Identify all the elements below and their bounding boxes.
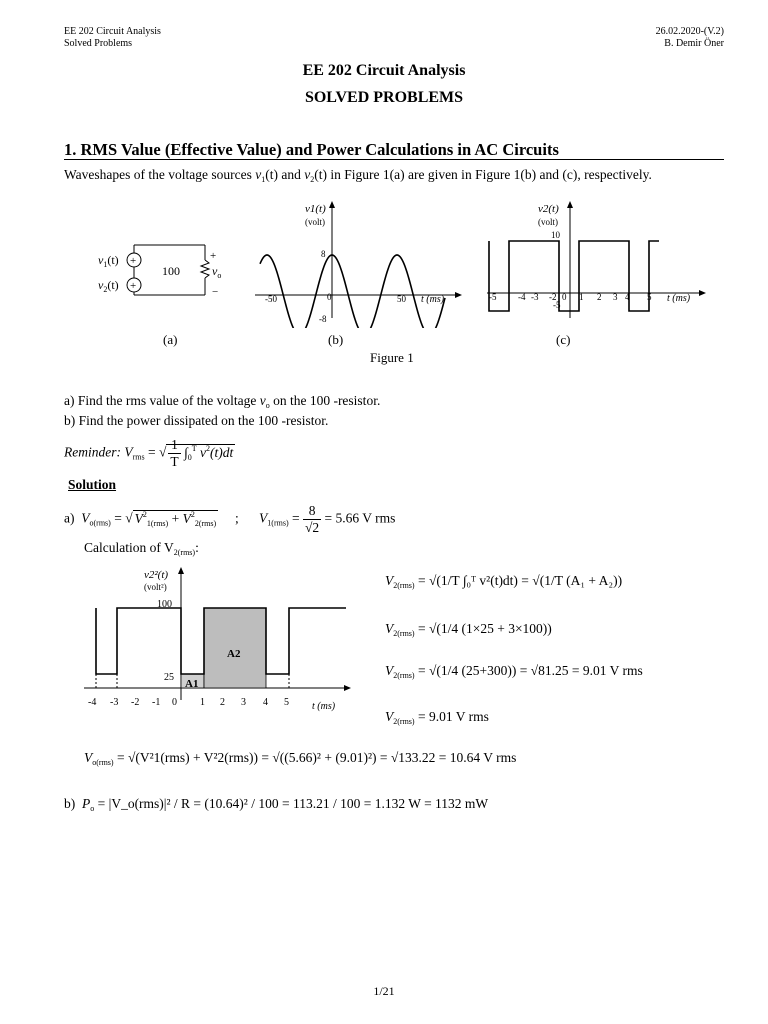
square-xtick: -2 <box>549 292 557 302</box>
square-xtick: -5 <box>489 292 497 302</box>
squared-xtick: 5 <box>284 697 289 708</box>
reminder-formula: Reminder: $V_{rms}$ = √ $\frac{1}{T}$ $\int_0^T$ $v^2(t)dt$ <box>64 437 234 469</box>
page-title: EE 202 Circuit Analysis <box>302 62 466 79</box>
squared-xtick: -1 <box>152 697 161 708</box>
square-top-label: 10 <box>551 230 560 240</box>
v2-line-2: $V_{2(rms)} = √(1/4$ (1×25 + 3×100)) <box>385 621 552 638</box>
area-a2-label: A2 <box>227 648 241 660</box>
circuit-diagram <box>90 235 230 315</box>
v2-line-1: $V_{2(rms)} = √(1/T$ ∫₀ᵀ v²(t)dt) = √(1/T (A₁ + A₂)) <box>385 573 623 590</box>
squared-yunit: (volt²) <box>144 582 167 592</box>
sine-amp-bottom: -8 <box>319 314 327 324</box>
squared-xtick: 4 <box>263 697 268 708</box>
source-v1-label: $v_1(t)$ <box>98 253 119 269</box>
square-xtick: 1 <box>579 292 584 302</box>
calc-label: Calculation of $V_{2(rms)}$: <box>84 540 199 557</box>
question-b: b) Find the power dissipated on the 100 -resistor. <box>64 413 329 428</box>
vo-plus: + <box>210 250 217 262</box>
solution-heading: Solution <box>68 477 117 492</box>
sine-xtick: 0 <box>327 292 332 302</box>
source-v2-label: $v_2(t)$ <box>98 278 119 294</box>
squared-xtick: -2 <box>131 697 140 708</box>
vo-final-equation: $V_{o(rms)} = √(V^21(rms) + V^22(rms)) = √((5.66)^2 + (9.01)^2) = √133.22 = 10.64$ V rms <box>84 750 517 767</box>
v2-line-4: $V_{2(rms)} = 9.01$ V rms <box>385 709 489 726</box>
squared-xtick: 0 <box>172 697 177 708</box>
header-subtitle: Solved Problems <box>64 38 133 49</box>
figure-caption: Figure 1 <box>370 350 414 365</box>
square-xtick: -4 <box>518 292 526 302</box>
subcaption-b: (b) <box>328 332 344 347</box>
source-v2-plus: + <box>130 280 137 292</box>
header-left <box>64 26 161 50</box>
resistor-value: 100 <box>162 264 180 278</box>
square-xtick: -3 <box>531 292 539 302</box>
vo-label: $v_o$ <box>212 264 222 280</box>
squared-ylabel: v2²(t) <box>144 569 169 581</box>
subcaption-c: (c) <box>556 332 571 347</box>
square-xtick: 2 <box>597 292 602 302</box>
header-date: 26.02.2020-(V.2) <box>655 26 724 37</box>
square-yunit: (volt) <box>538 217 558 227</box>
squared-xtick: 3 <box>241 697 246 708</box>
sine-yunit: (volt) <box>305 217 325 227</box>
square-xtick: 3 <box>613 292 618 302</box>
area-a1-label: A1 <box>185 678 199 690</box>
square-wave-curve <box>489 241 659 311</box>
vo-minus: − <box>212 286 219 298</box>
header-course: EE 202 Circuit Analysis <box>64 26 161 37</box>
v2-line-3: $V_{2(rms)} = √(1/4$ (25+300)) = √81.25 = 9.01 V rms <box>385 663 643 680</box>
sine-xlabel: t (ms) <box>421 294 445 305</box>
sine-xtick: -50 <box>265 294 277 304</box>
square-xtick: 0 <box>562 292 567 302</box>
sine-xtick: 50 <box>397 294 406 304</box>
page-subtitle: SOLVED PROBLEMS <box>304 89 464 106</box>
square-ylabel: v2(t) <box>538 203 559 215</box>
squared-xtick: 1 <box>200 697 205 708</box>
sine-amp-top: 8 <box>321 249 326 259</box>
square-waveform-plot <box>487 198 712 328</box>
squared-xtick: 2 <box>220 697 225 708</box>
square-xtick: 5 <box>647 292 652 302</box>
square-xtick: 4 <box>625 292 630 302</box>
squared-top-label: 100 <box>157 599 172 610</box>
header-author: B. Demir Öner <box>664 38 724 49</box>
question-a: a) Find the rms value of the voltage $v_o$ on the 100 -resistor. <box>64 393 381 410</box>
squared-low-label: 25 <box>164 672 174 683</box>
power-equation: b) $P_o$ = |V_o(rms)|² / R = (10.64)² / 100 = 113.21 / 100 = 1.132 W = 1132 mW <box>64 796 489 813</box>
section-rule <box>64 159 724 160</box>
squared-xtick: -3 <box>110 697 119 708</box>
squared-xtick: -4 <box>88 697 97 708</box>
section-title: 1. RMS Value (Effective Value) and Power Calculations in AC Circuits <box>64 140 559 159</box>
page-number: 1/21 <box>373 984 395 998</box>
square-xlabel: t (ms) <box>667 293 691 304</box>
sine-curve <box>260 255 445 328</box>
squared-xlabel: t (ms) <box>312 701 336 712</box>
solution-a-equation: a) $V_{o(rms)}$ = √ $V^2_{1(rms)} + V^2_{2(rms)}$ ; $V_{1(rms)}$ = $\frac{8}{√2}$ = 5.66 V rms <box>64 503 396 535</box>
header-right <box>656 26 724 50</box>
source-v1-plus: + <box>130 255 137 267</box>
subcaption-a: (a) <box>163 332 178 347</box>
intro-paragraph: Waveshapes of the voltage sources $v_1(t)$ and $v_2(t)$ in Figure 1(a) are given in Figure 1(b) and (c), respectively. <box>64 167 652 184</box>
squared-waveform-plot <box>84 562 354 714</box>
sine-waveform-plot <box>255 198 470 328</box>
square-bottom-label: -5 <box>553 300 561 310</box>
sine-ylabel: v1(t) <box>305 203 326 215</box>
